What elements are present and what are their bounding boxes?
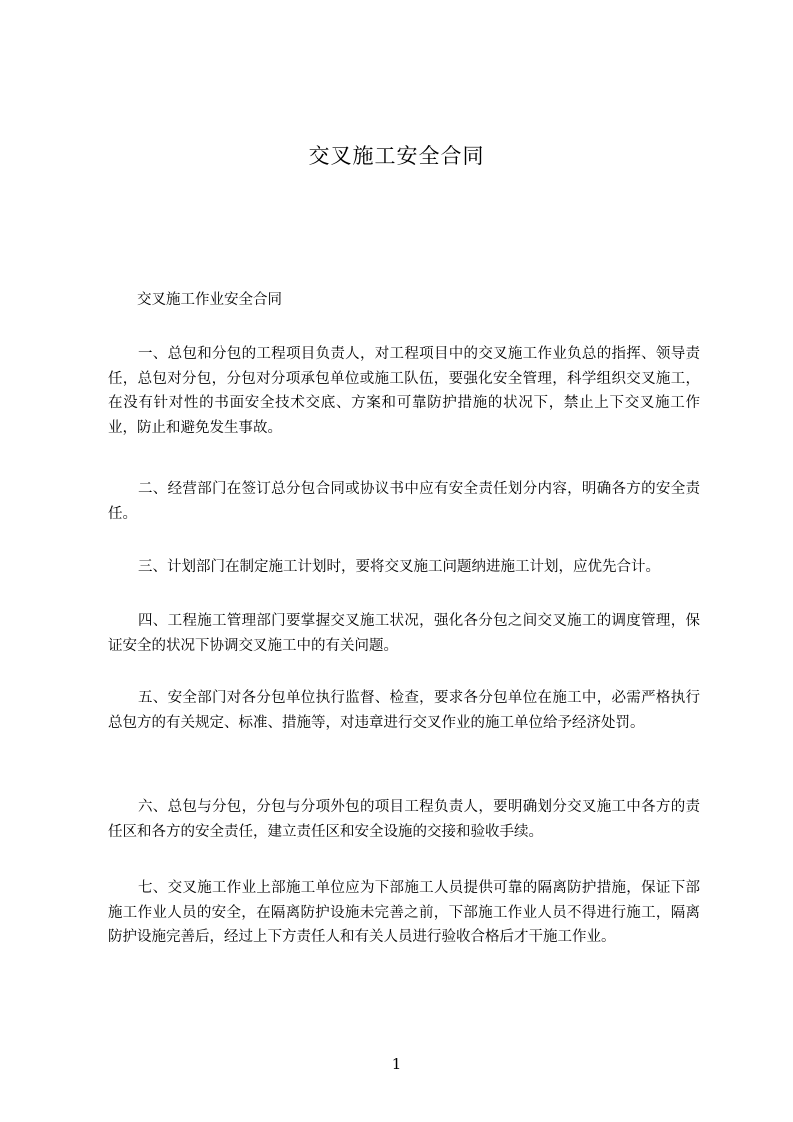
clause-3-paragraph: 三、计划部门在制定施工计划时，要将交叉施工问题纳进施工计划，应优先合计。 (138, 559, 660, 575)
clause-1-paragraph: 一、总包和分包的工程项目负责人，对工程项目中的交叉施工作业负总的指挥、领导责任，总包对分包，分包对分项承包单位或施工队伍，要强化安全管理，科学组织交叉施工，在没有针对性的书面安全技术交底、方案和可靠防护措施的状况下，禁止上下交叉施工作业，防止和避免发生事故。 (108, 346, 700, 436)
page-number: 1 (391, 1055, 402, 1073)
clause-7-paragraph: 七、交叉施工作业上部施工单位应为下部施工人员提供可靠的隔离防护措施，保证下部施工作业人员的安全，在隔离防护设施未完善之前，下部施工作业人员不得进行施工，隔离防护设施完善后，经过上下方责任人和有关人员进行验收合格后才干施工作业。 (108, 880, 700, 945)
clause-2-paragraph: 二、经营部门在签订总分包合同或协议书中应有安全责任划分内容，明确各方的安全责任。 (108, 481, 700, 522)
clause-6-paragraph: 六、总包与分包，分包与分项外包的项目工程负责人，要明确划分交叉施工中各方的责任区和各方的安全责任，建立责任区和安全设施的交接和验收手续。 (108, 799, 700, 840)
clause-5-paragraph: 五、安全部门对各分包单位执行监督、检查，要求各分包单位在施工中，必需严格执行总包方的有关规定、标准、措施等，对违章进行交叉作业的施工单位给予经济处罚。 (108, 690, 700, 731)
document-title: 交叉施工安全合同 (308, 144, 485, 168)
clause-4-paragraph: 四、工程施工管理部门要掌握交叉施工状况，强化各分包之间交叉施工的调度管理，保证安全的状况下协调交叉施工中的有关问题。 (108, 613, 700, 654)
document-subtitle: 交叉施工作业安全合同 (137, 292, 282, 308)
